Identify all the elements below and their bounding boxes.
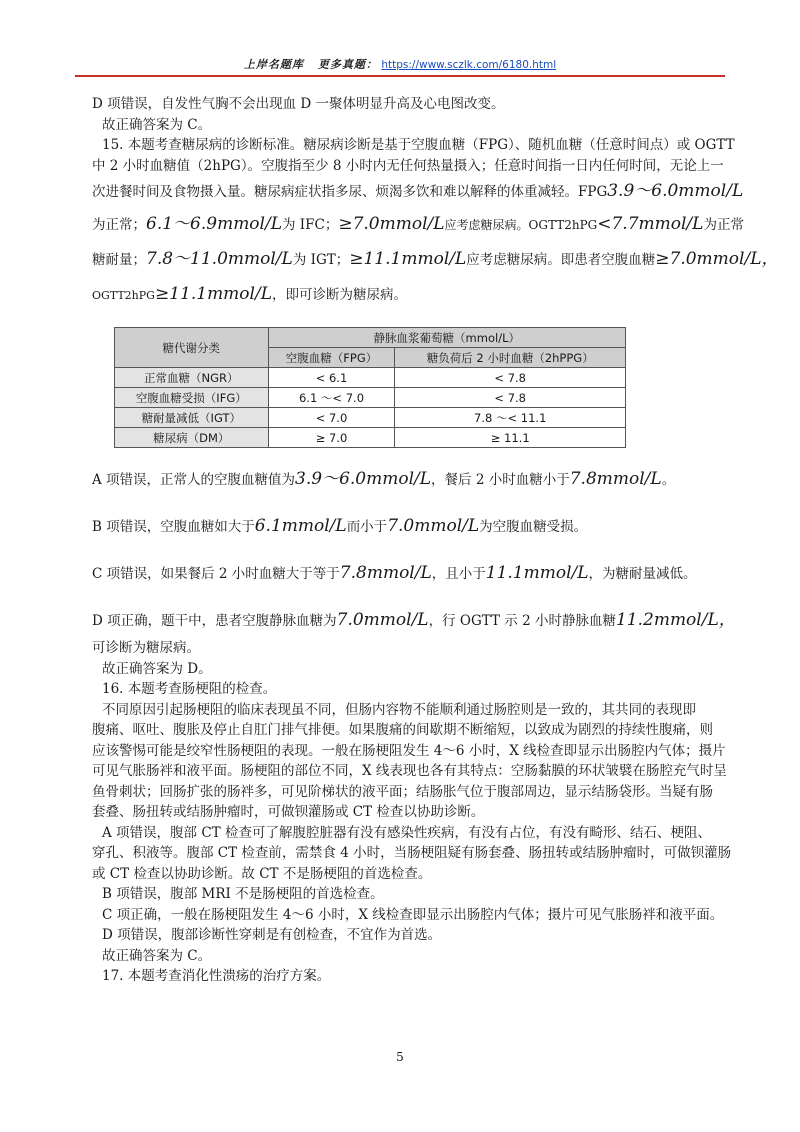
text-line: B 项错误，腹部 MRI 不是肠梗阻的首选检查。 [102,886,384,902]
text-span: 为正常 [703,217,744,233]
text-span: 应考虑糖尿病。OGTT2hPG [444,218,598,232]
text-line: 或 CT 检查以协助诊断。故 CT 不是肠梗阻的首选检查。 [92,865,432,882]
text-span: C 项错误，如果餐后 2 小时血糖大于等于 [92,566,340,582]
table-cell: < 7.8 [395,388,626,408]
table-cell: < 6.1 [268,368,395,388]
math-expr: <7.7mmol/L [597,214,704,234]
text-line: 不同原因引起肠梗阻的临床表现虽不同，但肠内容物不能顺利通过肠腔则是一致的，其共同的表现即 [102,701,696,718]
table-cell: 空腹血糖受损（IFG） [115,388,269,408]
math-expr: 7.8mmol/L [339,563,432,583]
text-span: ，即可诊断为糖尿病。 [272,287,407,303]
math-expr: 7.0mmol/L [336,610,429,630]
table-row [115,408,626,428]
text-line [92,603,736,638]
table-cell: ≥ 11.1 [395,428,626,448]
text-line: 故正确答案为 C。 [102,116,212,133]
math-expr: 7.8mmol/L [569,469,662,489]
math-expr: 7.0mmol/L [387,516,480,536]
text-span: 为 IFC； [282,217,339,233]
math-expr: 6.1～6.9mmol/L [146,214,282,234]
table-header-cell: 静脉血浆葡萄糖（mmol/L） [268,328,625,348]
table-header-cell: 糖代谢分类 [115,328,269,368]
text-line: 可见气胀肠袢和液平面。肠梗阻的部位不同，X 线表现也各有其特点：空肠黏膜的环状皱襞在肠腔充气时呈 [92,763,727,779]
table-cell: 糖尿病（DM） [115,428,269,448]
table-cell: < 7.0 [268,408,395,428]
text-line: D 项错误，腹部诊断性穿刺是有创检查，不宜作为首选。 [102,927,442,943]
text-line [92,207,744,242]
table-cell: ≥ 7.0 [268,428,395,448]
text-span: B 项错误，空腹血糖如大于 [92,519,255,535]
text-span: 。 [661,472,676,488]
text-span: 应考虑糖尿病。即患者空腹血糖 [466,252,656,268]
text-line [92,242,779,277]
text-line: 鱼骨刺状；回肠扩张的肠袢多，可见阶梯状的液平面；结肠胀气位于腹部周边，显示结肠袋形。当疑有肠 [92,783,713,800]
text-span: 糖耐量； [92,252,146,268]
text-line: 15. 本题考查糖尿病的诊断标准。糖尿病诊断是基于空腹血糖（FPG）、随机血糖（任意时间点）或 OGTT [102,137,735,153]
page-header [75,56,725,74]
text-span: ，且小于 [431,566,486,582]
text-span: 为 IGT； [292,252,350,268]
table-cell: < 7.8 [395,368,626,388]
text-span: 为正常； [92,217,146,233]
text-span: A 项错误，正常人的空腹血糖值为 [92,472,296,488]
table-header-cell: 糖负荷后 2 小时血糖（2hPPG） [395,348,626,368]
text-line [92,556,732,591]
math-expr: ≥11.1mmol/L [349,249,467,269]
text-line: 17. 本题考查消化性溃疡的治疗方案。 [102,968,331,984]
text-span: ，为糖耐量减低。 [588,566,697,582]
text-line: 腹痛、呕吐、腹胀及停止自肛门排气排便。如果腹痛的间歇期不断缩短，以致成为剧烈的持续性腹痛，则 [92,722,713,738]
math-expr: ≥11.1mmol/L [154,284,272,304]
table-header-cell: 空腹血糖（FPG） [268,348,395,368]
text-line [92,176,744,207]
text-span: 为空腹血糖受损。 [479,519,588,535]
table-row [115,428,626,448]
header-label: 上岸名题库 [243,58,304,71]
text-span: 而小于 [346,519,388,535]
math-expr: ≥7.0mmol/L [338,214,445,234]
text-line: 应该警惕可能是绞窄性肠梗阻的表现。一般在肠梗阻发生 4～6 小时，X 线检查即显示出肠腔内气体；摄片 [92,742,726,759]
math-expr: 11.2mmol/L， [615,610,736,630]
table-row [115,388,626,408]
text-line: A 项错误，腹部 CT 检查可了解腹腔脏器有没有感染性疾病，有没有占位，有没有畸形、结石、梗阻、 [102,824,711,841]
math-expr: 3.9～6.0mmol/L [295,469,432,489]
text-span: D 项正确，题干中，患者空腹静脉血糖为 [92,613,337,629]
text-line: C 项正确，一般在肠梗阻发生 4～6 小时，X 线检查即显示出肠腔内气体；摄片可见气胀肠袢和液平面。 [102,906,724,923]
table-cell: 6.1 ～< 7.0 [268,388,395,408]
header-more-label: 更多真题： [317,58,378,71]
text-span: ，餐后 2 小时血糖小于 [431,472,570,488]
text-line: 故正确答案为 D。 [102,660,212,677]
math-expr: ≥7.0mmol/L， [655,249,779,269]
text-line: 可诊断为糖尿病。 [92,640,200,656]
text-line [92,277,732,313]
text-line: 中 2 小时血糖值（2hPG）。空腹指至少 8 小时内无任何热量摄入；任意时间指一日内任何时间，无论上一 [92,157,724,174]
table-row [115,368,626,388]
math-expr: 3.9～6.0mmol/L [607,181,744,201]
math-expr: 6.1mmol/L [254,516,347,536]
table-cell: 7.8 ～< 11.1 [395,408,626,428]
text-line [92,509,732,544]
math-expr: 11.1mmol/L [485,563,589,583]
text-span: OGTT2hPG [92,289,155,302]
text-line [92,462,732,497]
text-span: 次进餐时间及食物摄入量。糖尿病症状指多尿、烦渴多饮和难以解释的体重减轻。FPG [92,184,608,200]
table-cell: 糖耐量减低（IGT） [115,408,269,428]
glucose-classification-table [114,327,626,448]
text-span: ，行 OGTT 示 2 小时静脉血糖 [428,613,616,629]
math-expr: 7.8～11.0mmol/L [146,249,293,269]
table-header-row [115,328,626,348]
header-link[interactable]: https://www.sczlk.com/6180.html [381,59,557,71]
page-number: 5 [396,1050,404,1064]
table-cell: 正常血糖（NGR） [115,368,269,388]
text-line: 16. 本题考查肠梗阻的检查。 [102,681,277,697]
header-divider [75,75,725,77]
text-line: D 项错误，自发性气胸不会出现血 D 一聚体明显升高及心电图改变。 [92,96,505,112]
document-body [92,94,779,987]
text-line: 穿孔、积液等。腹部 CT 检查前，需禁食 4 小时，当肠梗阻疑有肠套叠、肠扭转或结肠肿瘤时，可做钡灌肠 [92,845,732,861]
text-line: 套叠、肠扭转或结肠肿瘤时，可做钡灌肠或 CT 检查以协助诊断。 [92,804,485,820]
text-line: 故正确答案为 C。 [102,947,212,964]
